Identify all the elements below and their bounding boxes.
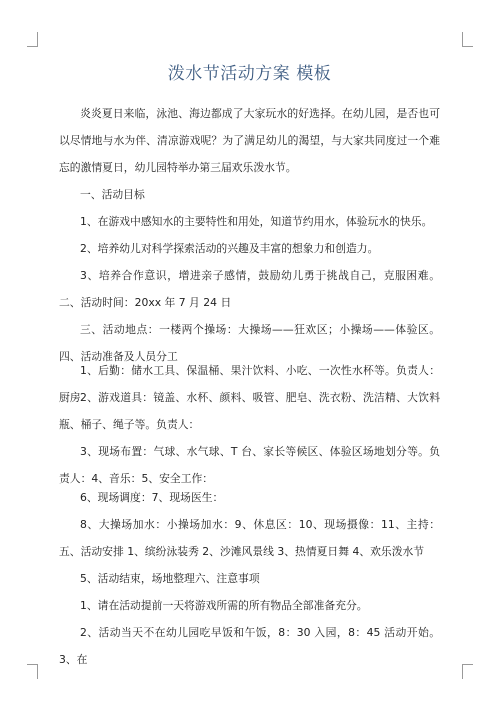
location-and-preparation: 三、活动地点：一楼两个操场：大操场——狂欢区；小操场——体验区。四、活动准备及人员分工 (59, 323, 440, 363)
activity-end-and-notes: 5、活动结束，场地整理六、注意事项 (80, 572, 260, 585)
page-corner-mark-bottom-left (27, 664, 38, 679)
page-corner-mark-bottom-right (462, 664, 473, 679)
prep-item-setup: 3、现场布置：气球、水气球、T 台、家长等候区、体验区场地划分等。负责人：4、音乐：5、安全工作： (59, 445, 440, 485)
prep-item-props: 2、游戏道具：镜盖、水杯、颜料、吸管、肥皂、洗衣粉、洗洁精、大饮料瓶、桶子、绳子等。负责人： (59, 391, 440, 431)
goal-item-1: 1、在游戏中感知水的主要特性和用处，知道节约用水，体验玩水的快乐。 (80, 215, 433, 228)
prep-item-dispatch: 6、现场调度：7、现场医生： (80, 491, 224, 504)
intro-paragraph: 炎炎夏日来临，泳池、海边都成了大家玩水的好选择。在幼儿园，是否也可以尽情地与水为伴、清凉游戏呢？为了满足幼儿的渴望，与大家共同度过一个难忘的激情夏日，幼儿园特举办第三届欢乐泼水节。 (59, 107, 440, 174)
page-corner-mark-top-right (462, 32, 473, 47)
goal-item-3-and-time: 3、培养合作意识，增进亲子感情，鼓励幼儿勇于挑战自己，克服困难。二、活动时间：20xx 年 7 月 24 日 (59, 269, 440, 309)
prep-item-logistics: 1、后勤：储水工具、保温桶、果汁饮料、小吃、一次性水杯等。负责人：厨房 (59, 364, 440, 404)
document-title: 泼水节活动方案 模板 (167, 64, 332, 84)
note-item-2: 2、活动当天不在幼儿园吃早饭和午饭，8：30 入园，8：45 活动开始。 3、在 (59, 626, 440, 666)
page-corner-mark-top-left (27, 32, 38, 47)
note-item-1: 1、请在活动提前一天将游戏所需的所有物品全部准备充分。 (80, 599, 368, 612)
prep-item-staff-and-schedule: 8、大操场加水：小操场加水：9、休息区：10、现场摄像：11、主持：五、活动安排 1、缤纷泳装秀 2、沙滩风景线 3、热情夏日舞 4、欢乐泼水节 (59, 518, 440, 558)
goal-item-2: 2、培养幼儿对科学探索活动的兴趣及丰富的想象力和创造力。 (80, 242, 379, 255)
section-heading-goals: 一、活动目标 (80, 188, 145, 201)
